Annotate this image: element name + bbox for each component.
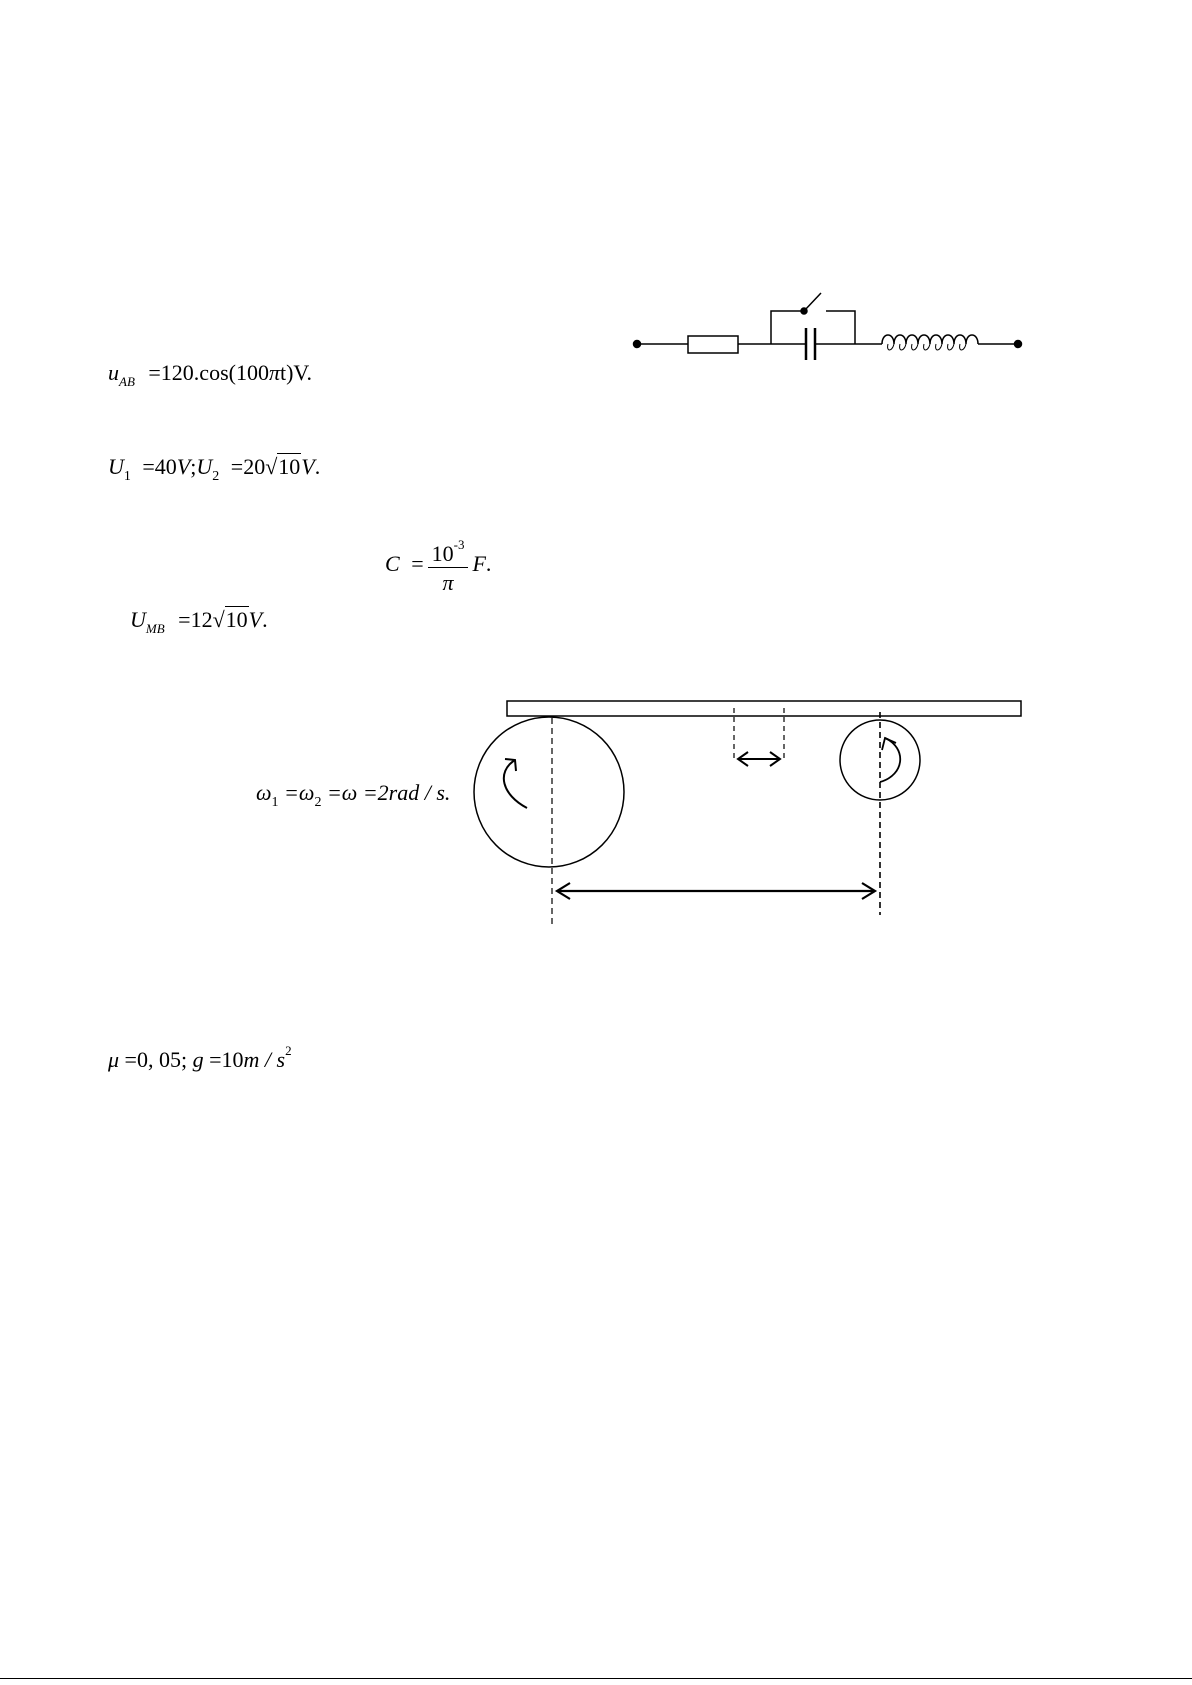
formula-capacitance: C = $\frac{10^{-3}}{\pi}$ F.: [385, 537, 492, 595]
sqrt-symbol: √10: [212, 607, 248, 632]
large-roller: [474, 717, 624, 867]
switch-branch: [771, 311, 804, 344]
rotation-arrow-left: [504, 759, 527, 808]
formula-umb: $U_{MB} =12√10V$.: [130, 607, 268, 636]
fraction: $\frac{10^{-3}}{\pi}$: [428, 538, 469, 594]
formula-mu-g: μ =0, 05; $g =10m / s^2$: [108, 1043, 292, 1072]
sqrt-symbol: √10: [265, 454, 301, 479]
formula-omega: $\omega_1 =\omega_2 =\omega =2rad / s$.: [256, 780, 451, 810]
short-distance-arrow: [738, 752, 780, 766]
inductor: [882, 335, 978, 344]
resistor: [688, 336, 738, 353]
terminal-left: [634, 341, 641, 348]
terminal-right: [1015, 341, 1022, 348]
long-distance-arrow: [557, 883, 875, 899]
switch-pivot: [801, 308, 807, 314]
switch-branch: [826, 311, 855, 344]
formula-u1-u2: $U_1$ $=40V;U_2 =20√10V$.: [108, 454, 321, 484]
switch-lever: [804, 293, 821, 311]
small-roller: [840, 720, 920, 800]
page-bottom-rule: [0, 1678, 1192, 1679]
plank: [507, 701, 1021, 716]
rotation-arrow-right: [880, 738, 900, 782]
formula-uab: $u_{AB} =120.\cos(100\pi t)V$.: [108, 360, 312, 389]
